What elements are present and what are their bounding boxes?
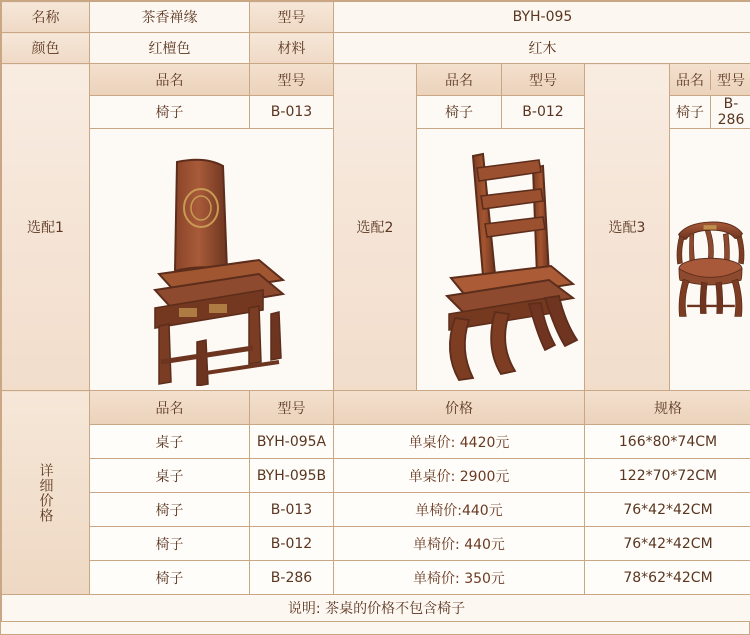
price-row-1-price: 单桌价: 2900元: [334, 459, 585, 493]
model-label: 型号: [250, 2, 334, 33]
chair-b012-illustration: [417, 134, 584, 386]
spec-table: [1, 1, 750, 622]
option-3-col-product: 品名: [670, 70, 711, 90]
price-row-2-spec: 76*42*42CM: [585, 493, 750, 527]
price-row-3-product: 椅子: [90, 527, 250, 561]
chair-b286-illustration: [670, 134, 750, 386]
table-row: [2, 493, 750, 527]
option-2-model: B-012: [502, 96, 585, 129]
option-2-label: 选配2: [334, 64, 417, 391]
price-row-0-product: 桌子: [90, 425, 250, 459]
price-row-4-spec: 78*62*42CM: [585, 561, 750, 595]
price-row-0-spec: 166*80*74CM: [585, 425, 750, 459]
color-label: 颜色: [2, 33, 90, 64]
option-1-product: 椅子: [90, 96, 250, 129]
price-row-1-model: BYH-095B: [250, 459, 334, 493]
option-1-model: B-013: [250, 96, 334, 129]
name-value: 茶香禅缘: [90, 2, 250, 33]
option-3-image-cell: [670, 129, 750, 391]
option-2-col-model: 型号: [502, 64, 585, 96]
option-1-col-model: 型号: [250, 64, 334, 96]
price-note: 说明: 茶桌的价格不包含椅子: [2, 595, 750, 622]
table-row: [2, 459, 750, 493]
price-header-row: [2, 391, 750, 425]
price-col-price: 价格: [334, 391, 585, 425]
option-subheader-row: [2, 64, 750, 96]
material-label: 材料: [250, 33, 334, 64]
option-3-col-model: 型号: [717, 72, 745, 89]
price-row-3-price: 单椅价: 440元: [334, 527, 585, 561]
header-row-name: [2, 2, 750, 33]
detail-price-label-text: 详细价格: [37, 462, 54, 523]
price-row-0-model: BYH-095A: [250, 425, 334, 459]
price-row-4-price: 单椅价: 350元: [334, 561, 585, 595]
table-row: [2, 561, 750, 595]
price-col-model: 型号: [250, 391, 334, 425]
option-1-label: 选配1: [2, 64, 90, 391]
model-value: BYH-095: [334, 2, 750, 33]
price-note-row: [2, 595, 750, 622]
detail-price-label: [2, 391, 90, 595]
name-label: 名称: [2, 2, 90, 33]
price-row-1-spec: 122*70*72CM: [585, 459, 750, 493]
price-row-2-product: 椅子: [90, 493, 250, 527]
price-row-3-model: B-012: [250, 527, 334, 561]
option-2-product: 椅子: [417, 96, 502, 129]
color-value: 红檀色: [90, 33, 250, 64]
option-2-image-cell: [417, 129, 585, 391]
price-col-product: 品名: [90, 391, 250, 425]
option-2-col-product: 品名: [417, 64, 502, 96]
chair-b013-illustration: [90, 134, 333, 386]
option-3-product: 椅子: [670, 96, 711, 128]
material-value: 红木: [334, 33, 750, 64]
price-row-2-price: 单椅价:440元: [334, 493, 585, 527]
option-3-value-pair: [670, 96, 750, 129]
option-3-model: B-286: [717, 96, 745, 128]
option-1-col-product: 品名: [90, 64, 250, 96]
price-row-2-model: B-013: [250, 493, 334, 527]
price-row-0-price: 单桌价: 4420元: [334, 425, 585, 459]
price-row-1-product: 桌子: [90, 459, 250, 493]
price-row-3-spec: 76*42*42CM: [585, 527, 750, 561]
option-3-col-header-pair: [670, 64, 750, 96]
option-3-label: 选配3: [585, 64, 670, 391]
table-row: [2, 527, 750, 561]
price-row-4-model: B-286: [250, 561, 334, 595]
option-1-image-cell: [90, 129, 334, 391]
header-row-color: [2, 33, 750, 64]
price-col-spec: 规格: [585, 391, 750, 425]
table-row: [2, 425, 750, 459]
price-row-4-product: 椅子: [90, 561, 250, 595]
